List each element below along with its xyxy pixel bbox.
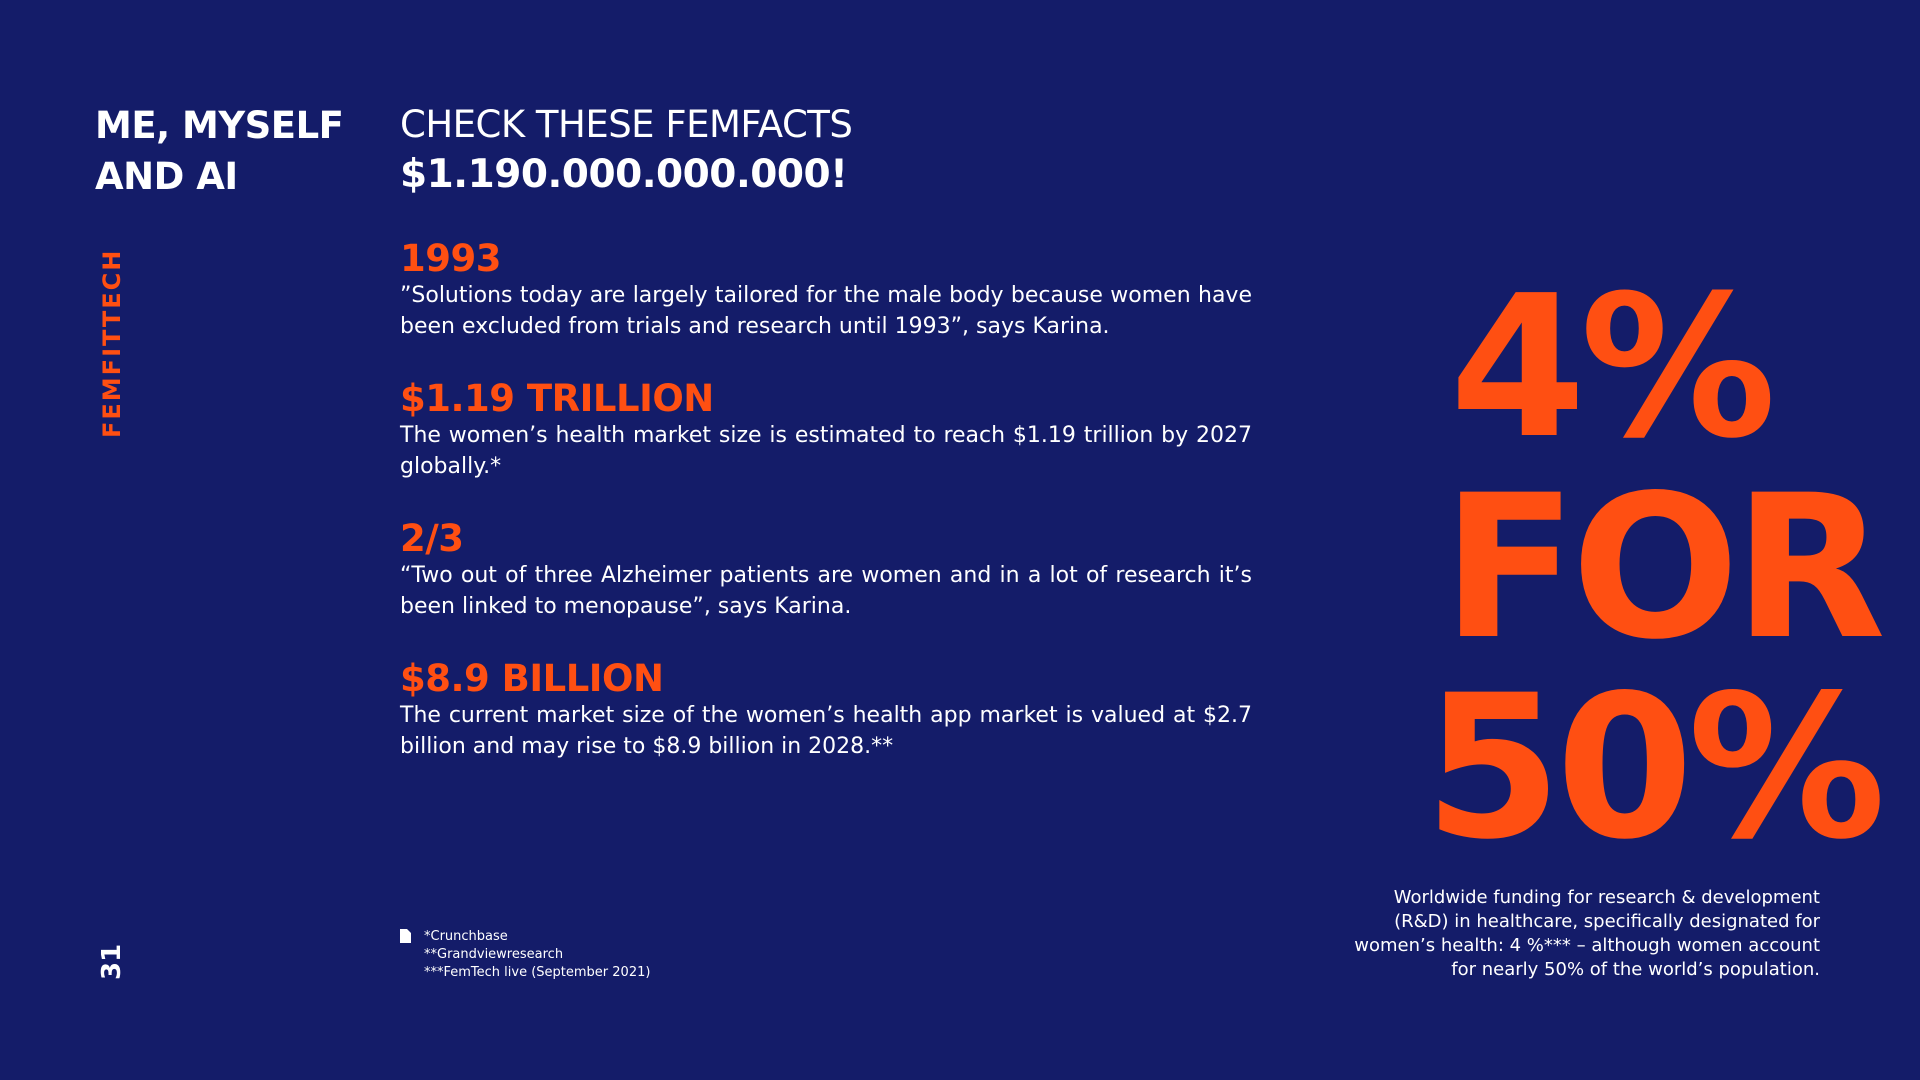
hero-caption-line: Worldwide funding for research & development: [1393, 887, 1820, 908]
footnote-list: [400, 928, 720, 982]
hero-caption-line: for nearly 50% of the world’s population.: [1451, 959, 1820, 980]
hero-statistic: [1360, 254, 1880, 883]
hero-caption-line: (R&D) in healthcare, specifically designated for: [1394, 911, 1820, 932]
fact-body: The current market size of the women’s health app market is valued at $2.7 billion and may rise to $8.9 billion in 2028.**: [400, 703, 1252, 759]
document-icon: [400, 929, 411, 943]
fact-item: [400, 518, 1252, 622]
hero-caption-line: women’s health: 4 %*** – although women account: [1354, 935, 1820, 956]
footnotes: [400, 928, 720, 982]
section-title: [95, 100, 385, 202]
header-kicker: CHECK THESE FEMFACTS: [400, 103, 853, 146]
hero-caption: [1300, 886, 1820, 982]
fact-item: [400, 658, 1252, 762]
header-big-number: $1.190.000.000.000!: [400, 152, 848, 197]
footnote-item: *Crunchbase: [424, 929, 508, 944]
footnote-item: **Grandviewresearch: [424, 947, 564, 962]
fact-body: ”Solutions today are largely tailored for the male body because women have been excluded from trials and research until 1993”, says Karina.: [400, 283, 1252, 339]
page-header: [400, 100, 1100, 200]
fact-headline: $1.19 TRILLION: [400, 377, 714, 420]
section-title-line-1: ME, MYSELF: [95, 104, 344, 147]
fact-headline: $8.9 BILLION: [400, 657, 664, 700]
hero-line-2: FOR: [1441, 452, 1880, 683]
fact-body: The women’s health market size is estimated to reach $1.19 trillion by 2027 globally.*: [400, 423, 1252, 479]
section-title-line-2: AND AI: [95, 155, 238, 198]
hero-line-3: 50%: [1424, 652, 1880, 883]
fact-body: “Two out of three Alzheimer patients are women and in a lot of research it’s been linked to menopause”, says Karina.: [400, 563, 1252, 619]
footnote-item: ***FemTech live (September 2021): [424, 965, 651, 980]
fact-item: [400, 378, 1252, 482]
vertical-category-label: FEMFITTECH: [98, 248, 126, 438]
hero-line-1: 4%: [1449, 254, 1771, 482]
fact-item: [400, 238, 1252, 342]
fact-headline: 1993: [400, 237, 501, 280]
page-number: 31: [97, 943, 127, 980]
fact-headline: 2/3: [400, 517, 464, 560]
